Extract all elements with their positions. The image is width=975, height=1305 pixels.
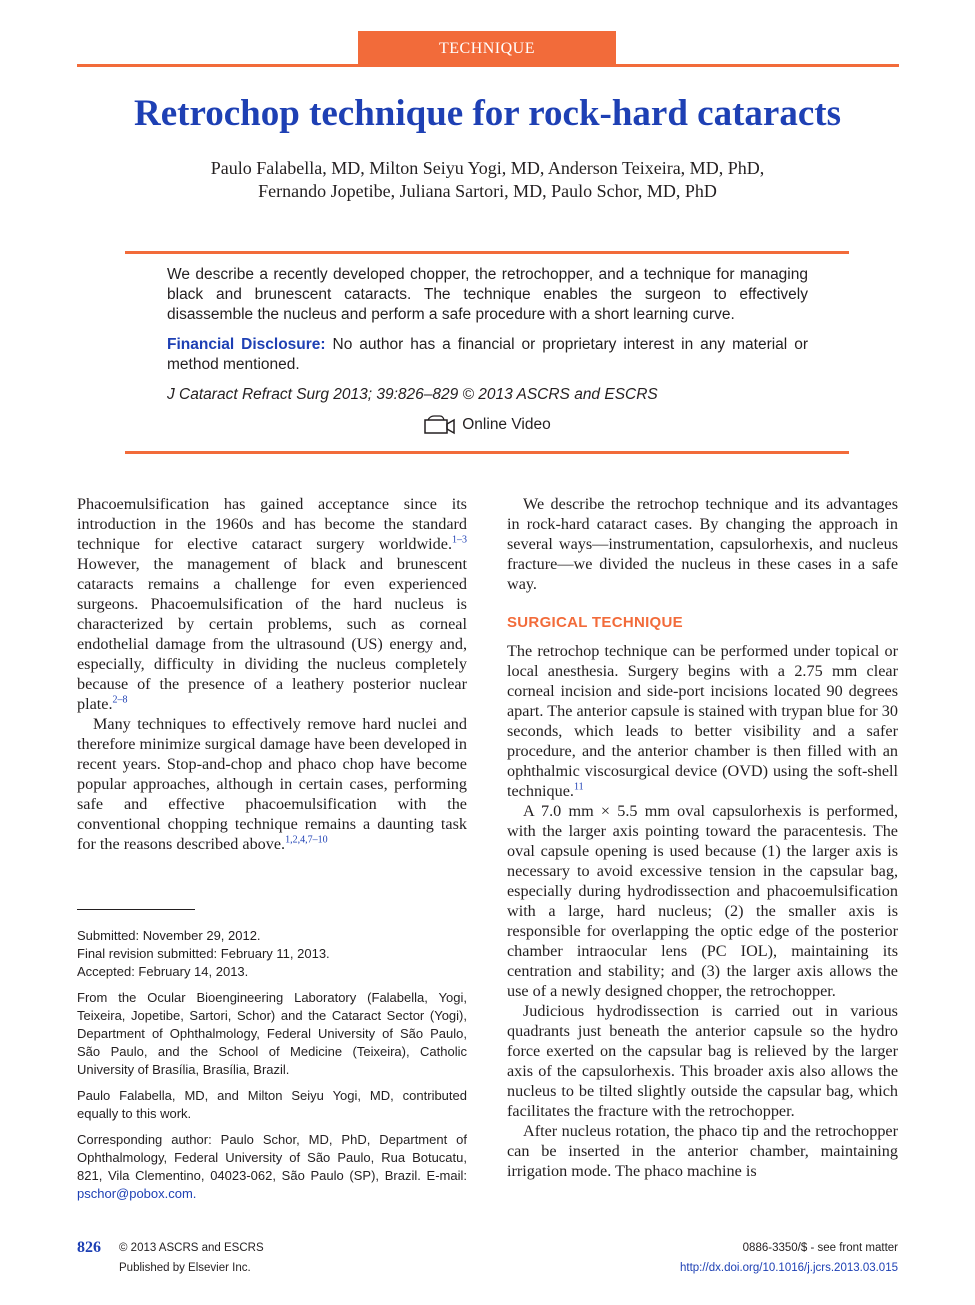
corresponding-author: [77, 1131, 467, 1203]
body-paragraph: [77, 494, 467, 714]
accepted-date: Accepted: February 14, 2013.: [77, 964, 249, 979]
abstract-top-rule: [125, 251, 849, 254]
section-heading: SURGICAL TECHNIQUE: [507, 614, 683, 631]
doi-link[interactable]: http://dx.doi.org/10.1016/j.jcrs.2013.03.015: [679, 1262, 898, 1274]
body-text: Phacoemulsification has gained acceptance since its introduction in the 1960s and has become the standard technique for elective cataract surgery worldwide.: [77, 495, 467, 553]
section-tag: TECHNIQUE: [358, 31, 616, 65]
online-video-link[interactable]: [167, 415, 808, 435]
author-list: [0, 157, 975, 203]
body-paragraph: [507, 641, 898, 801]
page-number: 826: [77, 1239, 101, 1256]
body-text: However, the management of black and brunescent cataracts remains a challenge for even experienced surgeons. Phacoemulsification of the hard nucleus is characterized by certain problems, such as corneal endothelial damage from the ultrasound (US) energy and, especially, difficulty in dividing the nucleus completely because of the presence of a leathery posterior nuclear plate.: [77, 555, 467, 713]
footer-publisher: Published by Elsevier Inc.: [119, 1262, 251, 1274]
revision-date: Final revision submitted: February 11, 2013.: [77, 946, 330, 961]
body-paragraph: After nucleus rotation, the phaco tip and the retrochopper can be inserted in the anterior chamber, maintaining irrigation mode. The phaco machine is: [507, 1122, 898, 1180]
citation-ref[interactable]: 11: [573, 781, 584, 793]
footer-issn: 0886-3350/$ - see front matter: [742, 1242, 898, 1254]
body-paragraph: A 7.0 mm × 5.5 mm oval capsulorhexis is performed, with the larger axis pointing toward the paracentesis. The oval capsule opening is used because (1) the larger axis is necessary to avoid excessive tension in the capsular bag, especially during hydrodissection and phacoemulsification with a large, hard nucleus; (2) the smaller axis is responsible for overlapping the optic edge of the posterior chamber intraocular lens (PC IOL), maintaining its centration and stability; and (3) the larger axis allows the use of a newly designed chopper, the retrochopper.: [507, 802, 898, 1000]
author-line: Fernando Jopetibe, Juliana Sartori, MD, Paulo Schor, MD, PhD: [258, 181, 717, 201]
body-paragraph: [77, 714, 467, 854]
body-text: Many techniques to effectively remove hard nuclei and therefore minimize surgical damage have been developed in recent years. Stop-and-chop and phaco chop have become popular approaches, although in certain cases, performing safe and effective phacoemulsification with the conventional chopping technique remains a daunting task for the reasons described above.: [77, 715, 467, 853]
footer-copyright: © 2013 ASCRS and ESCRS: [119, 1242, 264, 1254]
journal-citation: J Cataract Refract Surg 2013; 39:826–829 © 2013 ASCRS and ESCRS: [167, 386, 658, 403]
financial-disclosure: [167, 335, 808, 375]
corresponding-text: Corresponding author: Paulo Schor, MD, PhD, Department of Ophthalmology, Federal University of São Paulo, Rua Botucatu, 821, Vila Clementino, 04023-062, São Paulo (SP), Brazil. E-mail:: [77, 1132, 467, 1183]
affiliation-note: From the Ocular Bioengineering Laboratory (Falabella, Yogi, Teixeira, Jopetibe, Sartori, Schor) and the Cataract Sector (Yogi), Department of Ophthalmology, Federal University of São Paulo, São Paulo, and the School of Medicine (Teixeira), Catholic University of Brasília, Brasília, Brazil.: [77, 990, 467, 1077]
online-video-label: Online Video: [462, 416, 551, 433]
header-rule: [77, 64, 899, 67]
left-column: [77, 494, 467, 854]
right-column: [507, 494, 898, 1181]
footnotes: [77, 927, 467, 1211]
disclosure-label: Financial Disclosure:: [167, 336, 326, 353]
contribution-note: Paulo Falabella, MD, and Milton Seiyu Yogi, MD, contributed equally to this work.: [77, 1088, 467, 1121]
body-paragraph: Judicious hydrodissection is carried out in various quadrants just beneath the anterior capsule so the hydro force exerted on the capsular bag is relieved by the larger axis of the capsulorhexis. This broader axis also allows the nucleus to be tilted slightly outside the capsular bag, which facilitates the fracture with the retrochopper.: [507, 1002, 898, 1120]
abstract-bottom-rule: [125, 451, 849, 454]
abstract-text: We describe a recently developed chopper, the retrochopper, and a technique for managing black and brunescent cataracts. The technique enables the surgeon to effectively disassemble the nucleus and perform a safe procedure with a short learning curve.: [167, 266, 808, 323]
email-link[interactable]: pschor@pobox.com.: [77, 1186, 197, 1201]
citation-ref[interactable]: 2–8: [112, 694, 128, 706]
video-camera-icon: [424, 415, 456, 435]
author-line: Paulo Falabella, MD, Milton Seiyu Yogi, MD, Anderson Teixeira, MD, PhD,: [210, 158, 765, 178]
footnote-rule: [77, 909, 195, 910]
body-text: The retrochop technique can be performed under topical or local anesthesia. Surgery begins with a 2.75 mm clear corneal incision and side-port incisions located 90 degrees apart. The anterior capsule is stained with trypan blue for 30 seconds, which leads to better visibility and a safer procedure, and the anterior chamber is then filled with an ophthalmic viscosurgical device (OVD) using the soft-shell technique.: [507, 642, 898, 800]
disclosure-text: No author has a financial or proprietary interest in any material or method mentioned.: [167, 336, 808, 373]
article-title: Retrochop technique for rock-hard cataracts: [133, 93, 841, 134]
citation-ref[interactable]: 1,2,4,7–10: [285, 834, 328, 846]
citation-ref[interactable]: 1–3: [452, 534, 467, 546]
submitted-date: Submitted: November 29, 2012.: [77, 928, 261, 943]
body-paragraph: We describe the retrochop technique and its advantages in rock-hard cataract cases. By changing the approach in several ways—instrumentation, capsulorhexis, and nucleus fracture—we divided the nucleus in these cases in a safe way.: [507, 495, 898, 593]
abstract-box: [167, 265, 808, 435]
